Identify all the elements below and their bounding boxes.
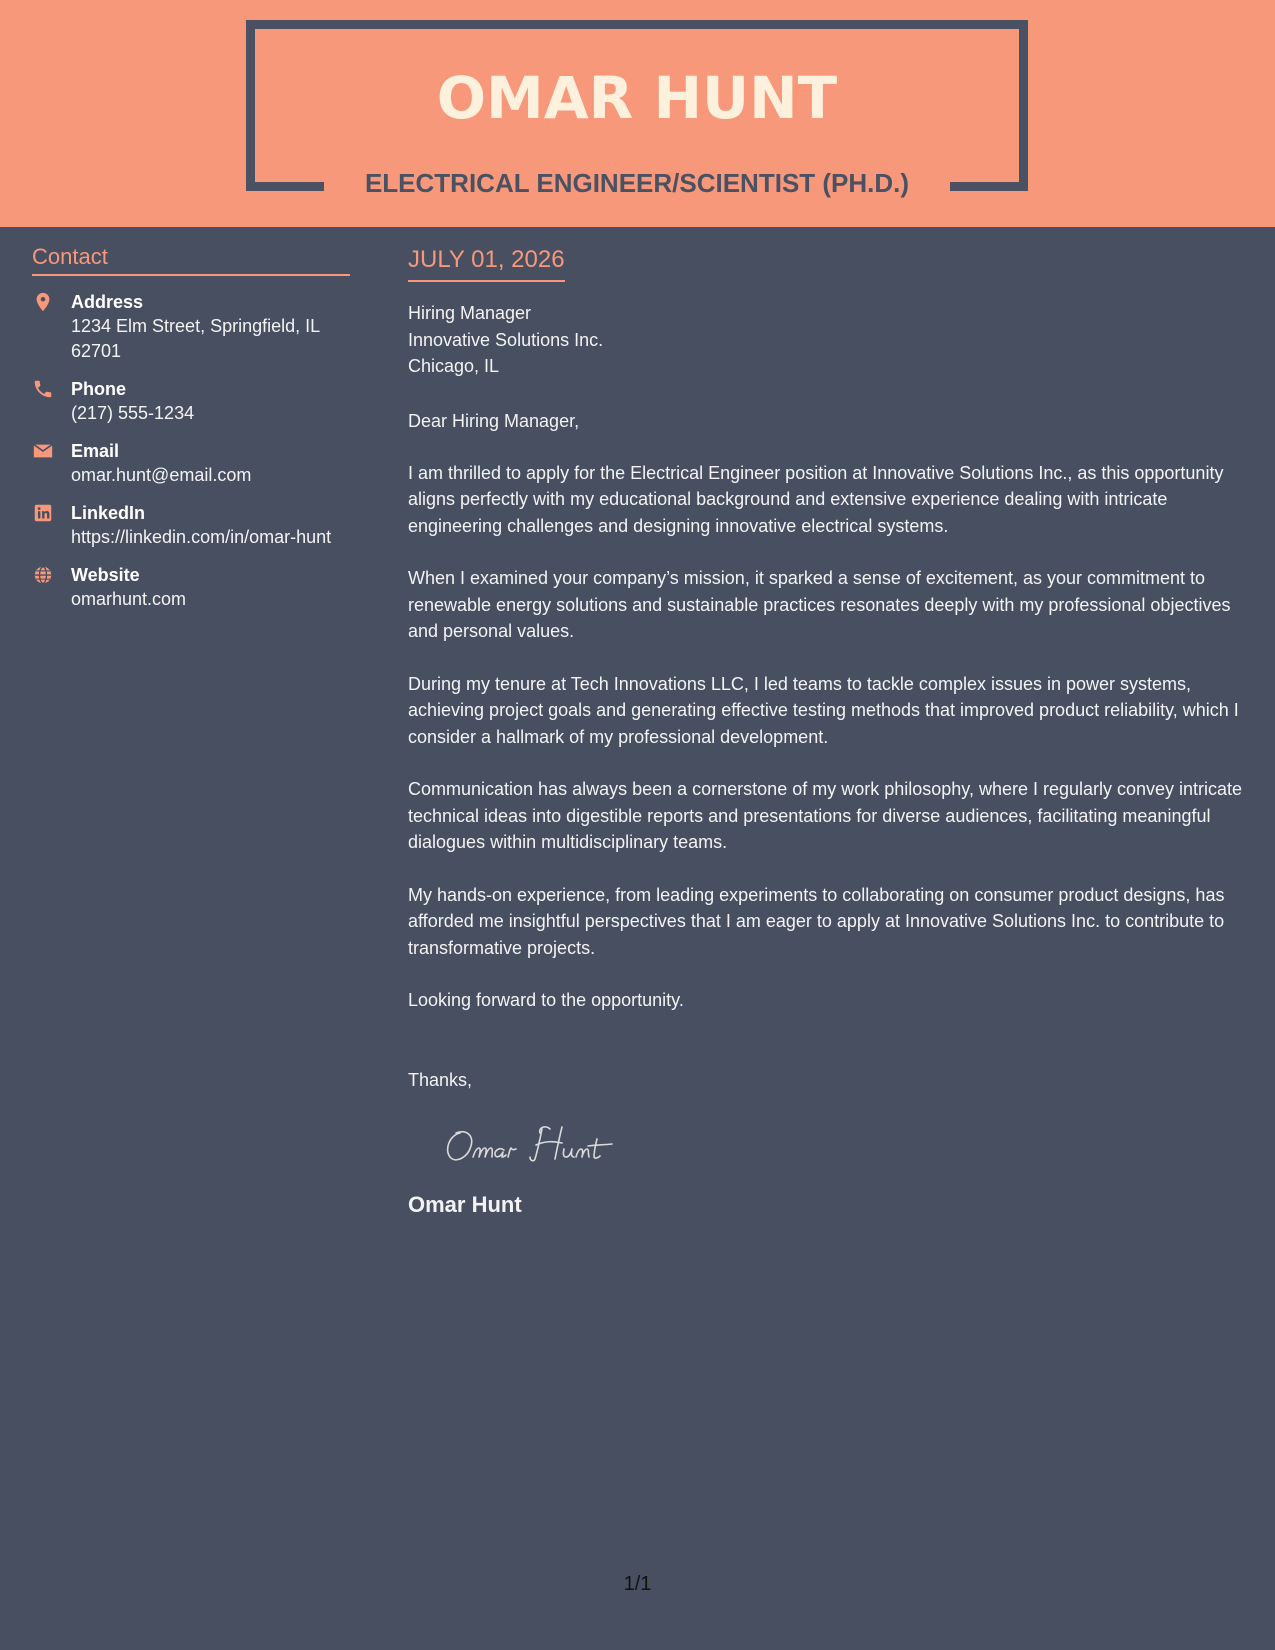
contact-label: Email — [71, 441, 120, 461]
contact-list — [32, 290, 350, 612]
contact-label: Phone — [71, 379, 127, 399]
signed-name: Omar Hunt — [408, 1191, 522, 1217]
contact-value[interactable]: omar.hunt@email.com — [71, 465, 252, 485]
contact-value: 1234 Elm Street, Springfield, IL 62701 — [71, 316, 320, 361]
contact-address — [32, 290, 350, 364]
contact-heading: Contact — [32, 242, 350, 276]
letter-date: JULY 01, 2026 — [408, 244, 565, 282]
applicant-name: OMAR HUNT — [436, 64, 838, 132]
recipient-line: Innovative Solutions Inc. — [408, 329, 604, 350]
page-number: 1/1 — [623, 1573, 652, 1595]
header-frame-bottom-right — [950, 182, 1028, 191]
letter-paragraph: Communication has always been a cornerstone of my work philosophy, where I regularly convey intricate technical ideas into digestible reports and presentations for diverse audiences, facilitating meaningful dialogues within multidisciplinary teams. — [408, 779, 1243, 852]
header-band — [0, 0, 1275, 227]
linkedin-icon — [32, 502, 54, 524]
phone-icon — [32, 378, 54, 400]
letter-body — [408, 244, 1244, 1220]
contact-value[interactable]: (217) 555-1234 — [71, 403, 195, 423]
contact-website — [32, 563, 350, 612]
map-pin-icon — [32, 291, 54, 313]
contact-value[interactable]: https://linkedin.com/in/omar-hunt — [71, 527, 332, 547]
contact-label: Address — [71, 292, 144, 312]
header-frame-bottom-left — [246, 182, 324, 191]
contact-label: LinkedIn — [71, 503, 146, 523]
envelope-icon — [32, 440, 54, 462]
recipient-block — [408, 300, 1244, 380]
letter-closing: Thanks, — [408, 1069, 473, 1090]
contact-label: Website — [71, 565, 140, 585]
letter-paragraph: I am thrilled to apply for the Electrical Engineer position at Innovative Solutions Inc., as this opportunity aligns perfectly with my educational background and extensive experience dealing with intricate engineering challenges and designing innovative electrical systems. — [408, 462, 1224, 536]
contact-email — [32, 439, 350, 488]
letter-paragraph: My hands-on experience, from leading experiments to collaborating on consumer product designs, has afforded me insightful perspectives that I am eager to apply at Innovative Solutions Inc. to contribute to transformative projects. — [408, 884, 1225, 958]
contact-phone — [32, 377, 350, 426]
recipient-line: Chicago, IL — [408, 356, 500, 376]
applicant-title: ELECTRICAL ENGINEER/SCIENTIST (PH.D.) — [364, 168, 910, 198]
contact-linkedin — [32, 501, 350, 550]
recipient-line: Hiring Manager — [408, 303, 532, 323]
globe-icon — [32, 564, 54, 586]
header-frame-top — [246, 20, 1028, 29]
signature-text: Omar Hunt — [442, 1118, 447, 1120]
letter-paragraph: Looking forward to the opportunity. — [408, 990, 684, 1010]
letter-paragraph: During my tenure at Tech Innovations LLC, I led teams to tackle complex issues in power systems, achieving project goals and generating effective testing methods that improved product reliability, which I consider a hallmark of my professional development. — [408, 673, 1239, 747]
salutation: Dear Hiring Manager, — [408, 410, 580, 431]
letter-paragraph: When I examined your company’s mission, it sparked a sense of excitement, as your commitment to renewable energy solutions and sustainable practices resonates deeply with my professional objectives and personal values. — [408, 568, 1231, 641]
contact-value[interactable]: omarhunt.com — [71, 589, 187, 609]
contact-sidebar — [32, 242, 350, 625]
handwritten-signature — [442, 1119, 642, 1167]
